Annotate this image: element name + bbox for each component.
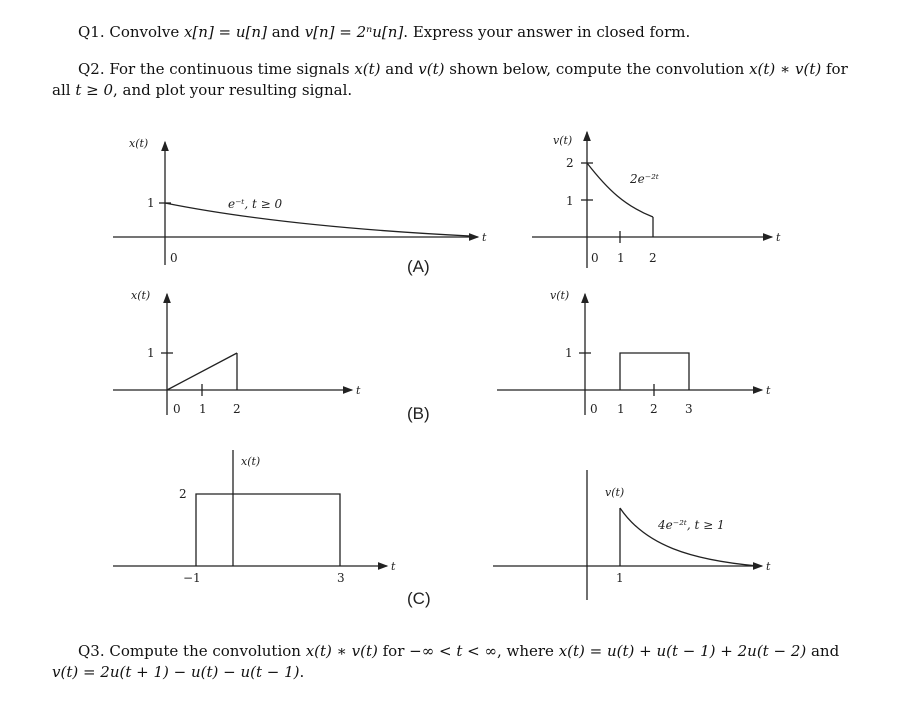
question-2: Q2. For the continuous time signals x(t) and v(t) shown below, compute the convolution x(t) ∗ v(t) for all t ≥ 0, and plot your resulting signal. xyxy=(52,60,848,99)
xa-annotation: e⁻ᵗ, t ≥ 0 xyxy=(228,197,283,211)
xc-pulse xyxy=(196,494,340,566)
va-tick-label-x0: 0 xyxy=(591,251,599,265)
xa-exponential-curve xyxy=(165,203,470,236)
xb-t-label: t xyxy=(356,384,361,397)
question-1: Q1. Convolve x[n] = u[n] and v[n] = 2ⁿu[n]. Express your answer in closed form. xyxy=(78,23,691,41)
vb-ylabel: v(t) xyxy=(550,289,570,302)
vb-tick-label-x3: 3 xyxy=(685,402,693,416)
xc-tick-label-y2: 2 xyxy=(179,487,187,501)
xb-tick-label-x1: 1 xyxy=(199,402,207,416)
xa-t-label: t xyxy=(482,231,487,244)
xa-tick-label-y1: 1 xyxy=(147,196,155,210)
xc-tick-label-xm1: −1 xyxy=(183,571,201,585)
vc-tick-label-x1: 1 xyxy=(616,571,624,585)
part-label-a: (A) xyxy=(407,257,430,276)
xa-tick-label-x0: 0 xyxy=(170,251,178,265)
va-tick-label-x2: 2 xyxy=(649,251,657,265)
xa-ylabel: x(t) xyxy=(129,137,149,150)
vc-ylabel: v(t) xyxy=(605,486,625,499)
va-ylabel: v(t) xyxy=(553,134,573,147)
va-tick-label-y1: 1 xyxy=(566,194,574,208)
xc-tick-label-x3: 3 xyxy=(337,571,345,585)
vb-tick-label-y1: 1 xyxy=(565,346,573,360)
plot-vb xyxy=(497,294,762,415)
part-label-b: (B) xyxy=(407,404,430,423)
vb-tick-label-x2: 2 xyxy=(650,402,658,416)
vb-t-label: t xyxy=(766,384,771,397)
va-t-label: t xyxy=(776,231,781,244)
xc-t-label: t xyxy=(391,560,396,573)
xb-tick-label-y1: 1 xyxy=(147,346,155,360)
plot-vc xyxy=(493,470,762,600)
xc-ylabel: x(t) xyxy=(241,455,261,468)
xb-tick-label-x0: 0 xyxy=(173,402,181,416)
va-tick-label-x1: 1 xyxy=(617,251,625,265)
plot-xa xyxy=(113,142,478,265)
va-annotation: 2e⁻²ᵗ xyxy=(630,172,659,186)
vc-t-label: t xyxy=(766,560,771,573)
vb-tick-label-x0: 0 xyxy=(590,402,598,416)
xb-tick-label-x2: 2 xyxy=(233,402,241,416)
vc-annotation: 4e⁻²ᵗ, t ≥ 1 xyxy=(658,518,725,532)
va-tick-label-y2: 2 xyxy=(566,156,574,170)
xb-ylabel: x(t) xyxy=(131,289,151,302)
question-3: Q3. Compute the convolution x(t) ∗ v(t) for −∞ < t < ∞, where x(t) = u(t) + u(t − 1) + 2u(t − 2) and v(t) = 2u(t + 1) − u(t) − u(t − 1). xyxy=(52,642,840,681)
vc-exponential-curve xyxy=(620,508,758,566)
part-label-c: (C) xyxy=(407,589,431,608)
vb-tick-label-x1: 1 xyxy=(617,402,625,416)
